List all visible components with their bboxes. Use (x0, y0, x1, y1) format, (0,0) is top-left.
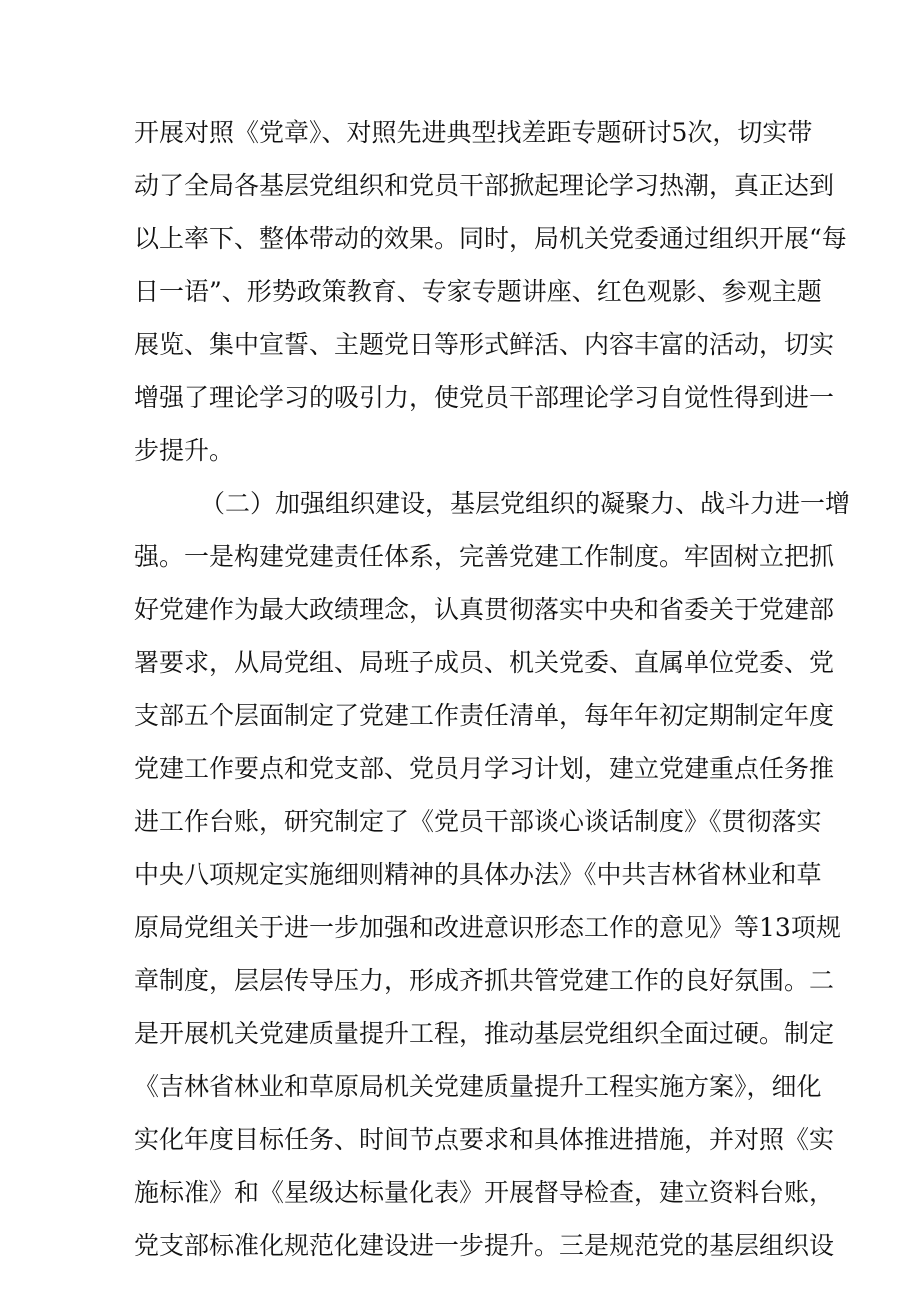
paragraph-1-line-4: 日一语”、形势政策教育、专家专题讲座、红色观影、参观主题 (134, 277, 822, 306)
paragraph-2-line-4: 署要求，从局党组、局班子成员、机关党委、直属单位党委、党 (134, 648, 835, 677)
paragraph-1-line-2: 动了全局各基层党组织和党员干部掀起理论学习热潮，真正达到 (134, 171, 835, 200)
paragraph-2-line-7: 进工作台账，研究制定了《党员干部谈心谈话制度》《贯彻落实 (134, 807, 822, 836)
paragraph-2-line-8: 中央八项规定实施细则精神的具体办法》《中共吉林省林业和草 (134, 860, 822, 889)
paragraph-1-line-5: 展览、集中宣誓、主题党日等形式鲜活、内容丰富的活动，切实 (134, 330, 835, 359)
paragraph-2-line-11: 是开展机关党建质量提升工程，推动基层党组织全面过硬。制定 (134, 1019, 835, 1048)
paragraph-1-line-6: 增强了理论学习的吸引力，使党员干部理论学习自觉性得到进一 (134, 383, 835, 412)
paragraph-2-line-1: （二）加强组织建设，基层党组织的凝聚力、战斗力进一增 (200, 489, 851, 518)
paragraph-1-line-1: 开展对照《党章》、对照先进典型找差距专题研讨5次，切实带 (134, 118, 813, 147)
paragraph-2-line-3: 好党建作为最大政绩理念，认真贯彻落实中央和省委关于党建部 (134, 595, 835, 624)
paragraph-2-line-12: 《吉林省林业和草原局机关党建质量提升工程实施方案》，细化 (134, 1072, 822, 1101)
paragraph-2-line-6: 党建工作要点和党支部、党员月学习计划，建立党建重点任务推 (134, 754, 835, 783)
paragraph-1-line-3: 以上率下、整体带动的效果。同时，局机关党委通过组织开展“每 (134, 224, 847, 253)
paragraph-2-line-14: 施标准》和《星级达标量化表》开展督导检查，建立资料台账， (134, 1178, 835, 1207)
paragraph-2-line-10: 章制度，层层传导压力，形成齐抓共管党建工作的良好氛围。二 (134, 966, 835, 995)
paragraph-1-line-7: 步提升。 (134, 436, 235, 465)
paragraph-2-line-15: 党支部标准化规范化建设进一步提升。三是规范党的基层组织设 (134, 1231, 835, 1260)
paragraph-2-line-13: 实化年度目标任务、时间节点要求和具体推进措施，并对照《实 (134, 1125, 835, 1154)
paragraph-2-line-5: 支部五个层面制定了党建工作责任清单，每年年初定期制定年度 (134, 701, 835, 730)
paragraph-2-line-9: 原局党组关于进一步加强和改进意识形态工作的意见》等13项规 (134, 913, 841, 942)
paragraph-2-line-2: 强。一是构建党建责任体系，完善党建工作制度。牢固树立把抓 (134, 542, 835, 571)
